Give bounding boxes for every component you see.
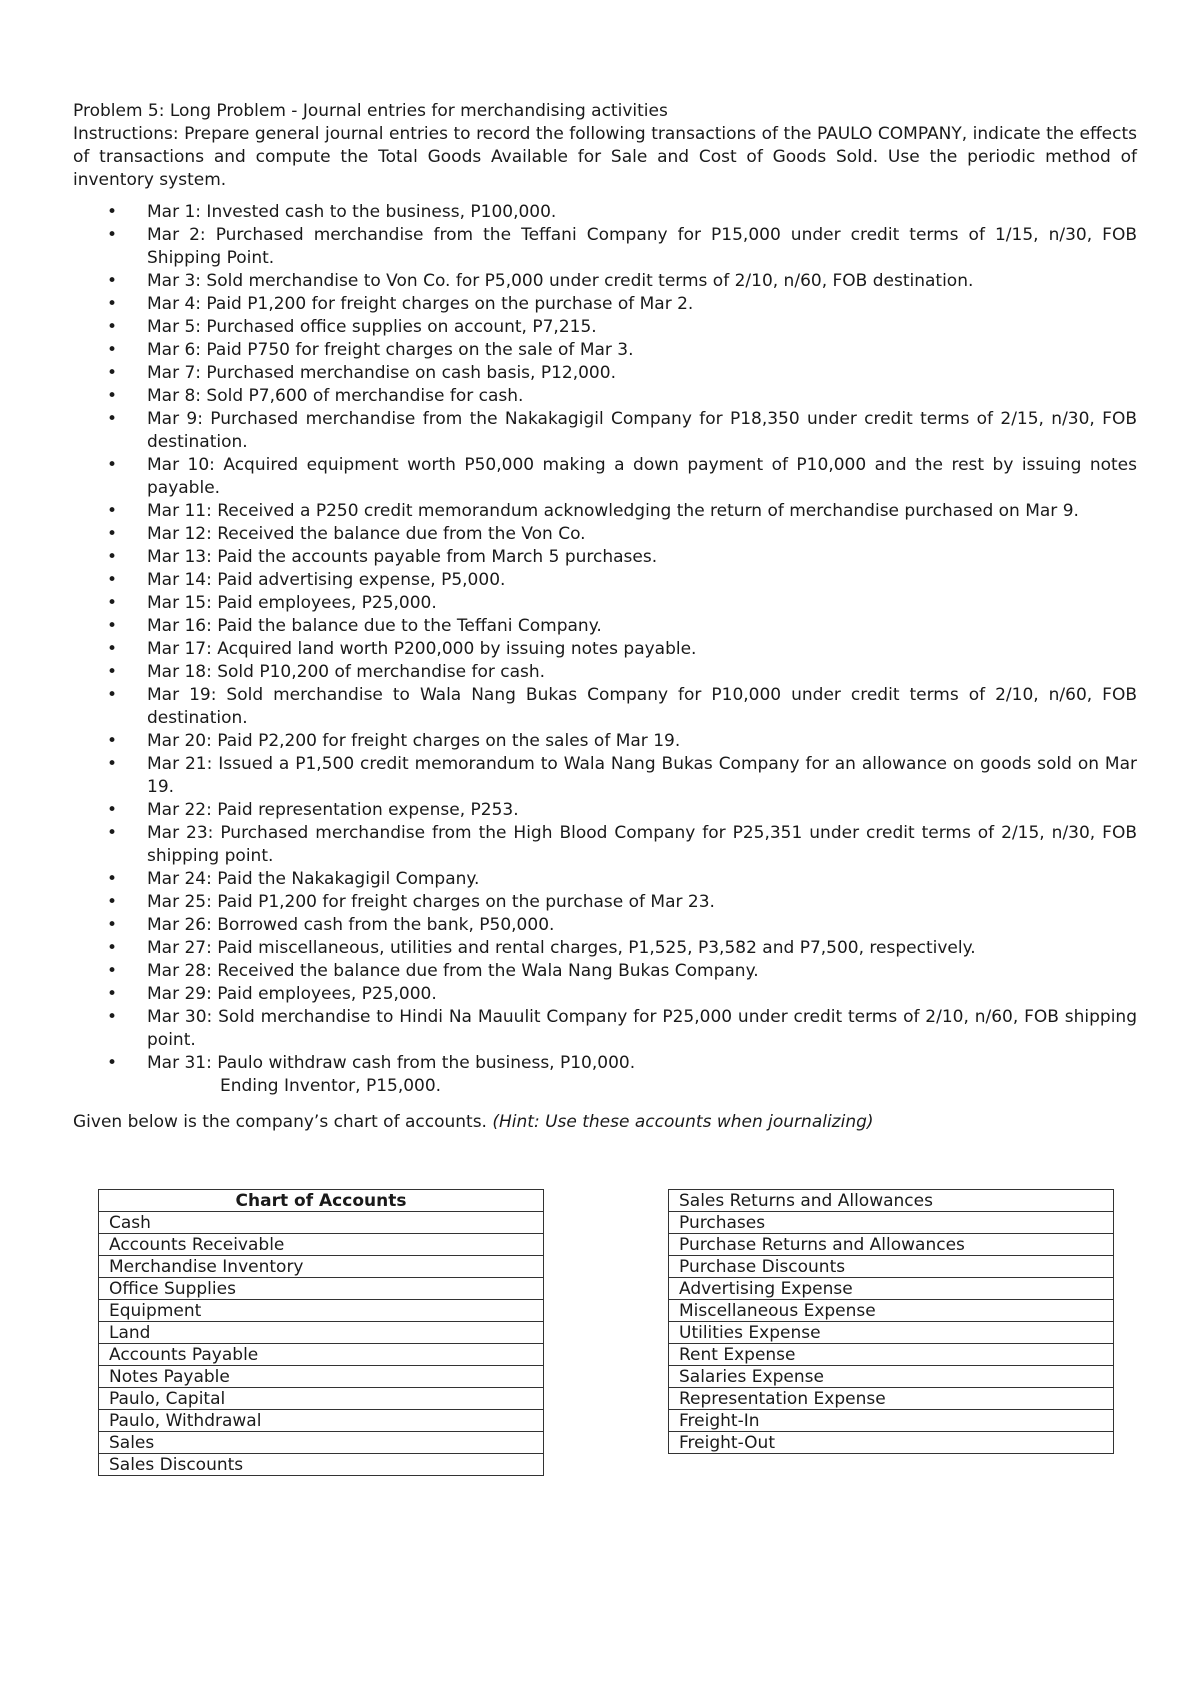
bullet-icon: • xyxy=(107,294,118,314)
account-name: Purchase Returns and Allowances xyxy=(669,1234,1114,1256)
bullet-icon: • xyxy=(107,202,118,222)
account-name: Equipment xyxy=(99,1300,544,1322)
account-name: Purchase Discounts xyxy=(669,1256,1114,1278)
transaction-item xyxy=(73,592,1137,615)
account-row xyxy=(99,1366,544,1388)
transaction-item xyxy=(73,339,1137,362)
transaction-item xyxy=(73,868,1137,891)
ending-inventory-note: Ending Inventor, P15,000. xyxy=(220,1076,442,1096)
account-name: Land xyxy=(99,1322,544,1344)
transaction-text: Mar 16: Paid the balance due to the Teffani Company. xyxy=(147,616,602,636)
transaction-item xyxy=(73,960,1137,983)
document-body xyxy=(73,100,1137,1134)
transaction-item xyxy=(73,983,1137,1006)
account-row xyxy=(99,1388,544,1410)
account-name: Representation Expense xyxy=(669,1388,1114,1410)
transaction-item xyxy=(73,730,1137,753)
bullet-icon: • xyxy=(107,823,118,843)
bullet-icon: • xyxy=(107,271,118,291)
transaction-item xyxy=(73,914,1137,937)
transaction-text: Mar 26: Borrowed cash from the bank, P50,000. xyxy=(147,915,555,935)
transactions-list xyxy=(73,201,1137,1075)
bullet-icon: • xyxy=(107,961,118,981)
transaction-text: Mar 10: Acquired equipment worth P50,000 making a down payment of P10,000 and the rest by issuing notes payable. xyxy=(147,455,1137,498)
account-row xyxy=(99,1256,544,1278)
account-name: Notes Payable xyxy=(99,1366,544,1388)
account-name: Merchandise Inventory xyxy=(99,1256,544,1278)
transaction-text: Mar 27: Paid miscellaneous, utilities and rental charges, P1,525, P3,582 and P7,500, respectively. xyxy=(147,938,976,958)
account-name: Salaries Expense xyxy=(669,1366,1114,1388)
bullet-icon: • xyxy=(107,1053,118,1073)
transaction-text: Mar 24: Paid the Nakakagigil Company. xyxy=(147,869,480,889)
transaction-text: Mar 22: Paid representation expense, P253. xyxy=(147,800,519,820)
bullet-icon: • xyxy=(107,363,118,383)
transaction-item xyxy=(73,454,1137,500)
transaction-item xyxy=(73,316,1137,339)
account-row xyxy=(669,1322,1114,1344)
transaction-text: Mar 2: Purchased merchandise from the Teffani Company for P15,000 under credit terms of 1/15, n/30, FOB Shipping Point. xyxy=(147,225,1137,268)
chart-header-row xyxy=(99,1190,544,1212)
bullet-icon: • xyxy=(107,317,118,337)
bullet-icon: • xyxy=(107,800,118,820)
transaction-text: Mar 13: Paid the accounts payable from March 5 purchases. xyxy=(147,547,658,567)
account-row xyxy=(669,1388,1114,1410)
account-row xyxy=(669,1190,1114,1212)
transaction-item xyxy=(73,1052,1137,1075)
account-row xyxy=(669,1234,1114,1256)
transaction-item xyxy=(73,638,1137,661)
chart-intro xyxy=(73,1111,1137,1134)
transaction-text: Mar 25: Paid P1,200 for freight charges on the purchase of Mar 23. xyxy=(147,892,715,912)
bullet-icon: • xyxy=(107,593,118,613)
transaction-item xyxy=(73,201,1137,224)
bullet-icon: • xyxy=(107,892,118,912)
account-name: Purchases xyxy=(669,1212,1114,1234)
transaction-item xyxy=(73,362,1137,385)
account-name: Office Supplies xyxy=(99,1278,544,1300)
account-row xyxy=(99,1410,544,1432)
transaction-item xyxy=(73,546,1137,569)
account-name: Rent Expense xyxy=(669,1344,1114,1366)
transaction-item xyxy=(73,684,1137,730)
bullet-icon: • xyxy=(107,386,118,406)
bullet-icon: • xyxy=(107,731,118,751)
transaction-text: Mar 29: Paid employees, P25,000. xyxy=(147,984,437,1004)
chart-of-accounts-right-table xyxy=(668,1189,1114,1454)
account-row xyxy=(99,1344,544,1366)
transaction-text: Mar 9: Purchased merchandise from the Nakakagigil Company for P18,350 under credit terms of 2/15, n/30, FOB destination. xyxy=(147,409,1137,452)
bullet-icon: • xyxy=(107,340,118,360)
transaction-item xyxy=(73,523,1137,546)
bullet-icon: • xyxy=(107,455,118,475)
account-name: Accounts Receivable xyxy=(99,1234,544,1256)
account-row xyxy=(99,1454,544,1476)
transaction-text: Mar 12: Received the balance due from the Von Co. xyxy=(147,524,586,544)
account-row xyxy=(669,1212,1114,1234)
account-row xyxy=(99,1234,544,1256)
account-name: Freight-Out xyxy=(669,1432,1114,1454)
account-name: Paulo, Withdrawal xyxy=(99,1410,544,1432)
bullet-icon: • xyxy=(107,754,118,774)
bullet-icon: • xyxy=(107,524,118,544)
bullet-icon: • xyxy=(107,869,118,889)
bullet-icon: • xyxy=(107,639,118,659)
bullet-icon: • xyxy=(107,984,118,1004)
transaction-item xyxy=(73,293,1137,316)
account-name: Miscellaneous Expense xyxy=(669,1300,1114,1322)
transaction-text: Mar 6: Paid P750 for freight charges on the sale of Mar 3. xyxy=(147,340,634,360)
account-name: Advertising Expense xyxy=(669,1278,1114,1300)
transaction-text: Mar 3: Sold merchandise to Von Co. for P5,000 under credit terms of 2/10, n/60, FOB destination. xyxy=(147,271,974,291)
bullet-icon: • xyxy=(107,1007,118,1027)
transaction-text: Mar 4: Paid P1,200 for freight charges on the purchase of Mar 2. xyxy=(147,294,694,314)
transaction-item xyxy=(73,569,1137,592)
account-name: Accounts Payable xyxy=(99,1344,544,1366)
transaction-item xyxy=(73,385,1137,408)
bullet-icon: • xyxy=(107,685,118,705)
transaction-text: Mar 28: Received the balance due from the Wala Nang Bukas Company. xyxy=(147,961,759,981)
account-row xyxy=(669,1300,1114,1322)
transaction-text: Mar 31: Paulo withdraw cash from the business, P10,000. xyxy=(147,1053,636,1073)
chart-intro-hint: (Hint: Use these accounts when journalizing) xyxy=(492,1112,874,1132)
account-row xyxy=(669,1278,1114,1300)
account-row xyxy=(669,1344,1114,1366)
transaction-text: Mar 20: Paid P2,200 for freight charges on the sales of Mar 19. xyxy=(147,731,681,751)
account-row xyxy=(669,1410,1114,1432)
chart-of-accounts-left-table xyxy=(98,1189,544,1476)
transaction-text: Mar 5: Purchased office supplies on account, P7,215. xyxy=(147,317,597,337)
transaction-text: Mar 14: Paid advertising expense, P5,000. xyxy=(147,570,506,590)
transaction-text: Mar 7: Purchased merchandise on cash basis, P12,000. xyxy=(147,363,616,383)
bullet-icon: • xyxy=(107,501,118,521)
transaction-item xyxy=(73,408,1137,454)
transaction-item xyxy=(73,937,1137,960)
transaction-item xyxy=(73,500,1137,523)
bullet-icon: • xyxy=(107,938,118,958)
account-row xyxy=(99,1322,544,1344)
transaction-text: Mar 15: Paid employees, P25,000. xyxy=(147,593,437,613)
transaction-text: Mar 8: Sold P7,600 of merchandise for cash. xyxy=(147,386,524,406)
transaction-item xyxy=(73,891,1137,914)
bullet-icon: • xyxy=(107,570,118,590)
transaction-text: Mar 19: Sold merchandise to Wala Nang Bukas Company for P10,000 under credit terms of 2/10, n/60, FOB destination. xyxy=(147,685,1137,728)
account-name: Sales Discounts xyxy=(99,1454,544,1476)
chart-intro-text: Given below is the company’s chart of accounts. xyxy=(73,1112,487,1132)
account-row xyxy=(99,1432,544,1454)
account-row xyxy=(669,1366,1114,1388)
account-row xyxy=(669,1256,1114,1278)
account-name: Utilities Expense xyxy=(669,1322,1114,1344)
transaction-item xyxy=(73,270,1137,293)
bullet-icon: • xyxy=(107,616,118,636)
transaction-item xyxy=(73,753,1137,799)
bullet-icon: • xyxy=(107,547,118,567)
transaction-item xyxy=(73,615,1137,638)
account-name: Cash xyxy=(99,1212,544,1234)
bullet-icon: • xyxy=(107,225,118,245)
transaction-text: Mar 11: Received a P250 credit memorandum acknowledging the return of merchandise purchased on Mar 9. xyxy=(147,501,1079,521)
transaction-text: Mar 23: Purchased merchandise from the High Blood Company for P25,351 under credit terms of 2/15, n/30, FOB shipping point. xyxy=(147,823,1137,866)
account-name: Sales Returns and Allowances xyxy=(669,1190,1114,1212)
transaction-text: Mar 21: Issued a P1,500 credit memorandum to Wala Nang Bukas Company for an allowance on goods sold on Mar 19. xyxy=(147,754,1137,797)
transaction-item xyxy=(73,224,1137,270)
account-row xyxy=(99,1278,544,1300)
account-row xyxy=(99,1212,544,1234)
transaction-text: Mar 30: Sold merchandise to Hindi Na Mauulit Company for P25,000 under credit terms of 2/10, n/60, FOB shipping point. xyxy=(147,1007,1137,1050)
transaction-item xyxy=(73,1006,1137,1052)
account-name: Paulo, Capital xyxy=(99,1388,544,1410)
problem-title: Problem 5: Long Problem - Journal entries for merchandising activities xyxy=(73,101,668,121)
account-name: Sales xyxy=(99,1432,544,1454)
account-row xyxy=(669,1432,1114,1454)
chart-header: Chart of Accounts xyxy=(99,1190,544,1212)
transaction-item xyxy=(73,799,1137,822)
account-name: Freight-In xyxy=(669,1410,1114,1432)
transaction-text: Mar 18: Sold P10,200 of merchandise for cash. xyxy=(147,662,546,682)
transaction-text: Mar 17: Acquired land worth P200,000 by issuing notes payable. xyxy=(147,639,697,659)
transaction-item xyxy=(73,822,1137,868)
instructions-paragraph: Instructions: Prepare general journal entries to record the following transactions of the PAULO COMPANY, indicate the effects of transactions and compute the Total Goods Available for Sale and Cost of Goods Sold. Use the periodic method of inventory system. xyxy=(73,124,1137,190)
bullet-icon: • xyxy=(107,915,118,935)
account-row xyxy=(99,1300,544,1322)
transaction-text: Mar 1: Invested cash to the business, P100,000. xyxy=(147,202,557,222)
bullet-icon: • xyxy=(107,409,118,429)
transaction-item xyxy=(73,661,1137,684)
bullet-icon: • xyxy=(107,662,118,682)
